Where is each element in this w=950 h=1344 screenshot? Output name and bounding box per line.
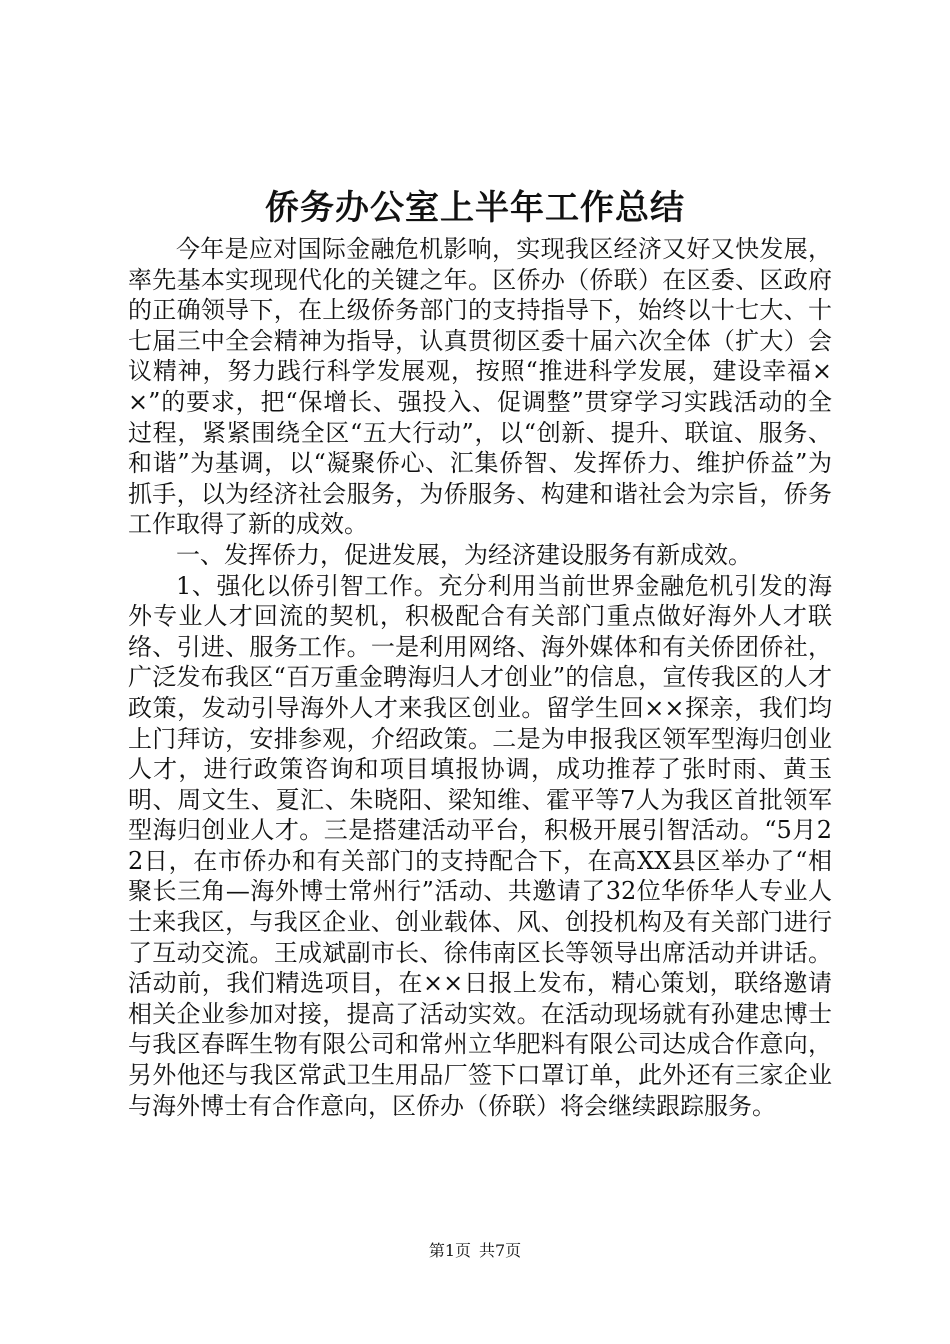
section-heading-paragraph: 一、发挥侨力，促进发展，为经济建设服务有新成效。 — [176, 540, 752, 569]
page-total: 共7页 — [479, 1241, 522, 1260]
intro-paragraph: 今年是应对国际金融危机影响，实现我区经济又好又快发展，率先基本实现现代化的关键之年。区侨办（侨联）在区委、区政府的正确领导下，在上级侨务部门的支持指导下，始终以十七大、十七届三中全会精神为指导，认真贯彻区委十届六次全体（扩大）会议精神，努力践行科学发展观，按照“推进科学发展，建设幸福××”的要求，把“保增长、强投入、促调整”贯穿学习实践活动的全过程，紧紧围绕全区“五大行动”，以“创新、提升、联谊、服务、和谐”为基调，以“凝聚侨心、汇集侨智、发挥侨力、维护侨益”为抓手，以为经济社会服务，为侨服务、构建和谐社会为宗旨，侨务工作取得了新的成效。 — [128, 235, 832, 539]
page-footer — [0, 1240, 950, 1262]
page-number: 第1页 — [428, 1241, 471, 1260]
subsection-paragraph: 1、强化以侨引智工作。充分利用当前世界金融危机引发的海外专业人才回流的契机，积极配合有关部门重点做好海外人才联络、引进、服务工作。一是利用网络、海外媒体和有关侨团侨社，广泛发布我区“百万重金聘海归人才创业”的信息，宣传我区的人才政策，发动引导海外人才来我区创业。留学生回××探亲，我们均上门拜访，安排参观，介绍政策。二是为申报我区领军型海归创业人才，进行政策咨询和项目填报协调，成功推荐了张时雨、黄玉明、周文生、夏汇、朱晓阳、梁知维、霍平等7人为我区首批领军型海归创业人才。三是搭建活动平台，积极开展引智活动。“5月22日，在市侨办和有关部门的支持配合下，在高XX县区举办了“相聚长三角—海外博士常州行”活动、共邀请了32位华侨华人专业人士来我区，与我区企业、创业载体、风、创投机构及有关部门进行了互动交流。王成斌副市长、徐伟南区长等领导出席活动并讲话。活动前，我们精选项目，在××日报上发布，精心策划，联络邀请相关企业参加对接，提高了活动实效。在活动现场就有孙建忠博士与我区春晖生物有限公司和常州立华肥料有限公司达成合作意向，另外他还与我区常武卫生用品厂签下口罩订单，此外还有三家企业与海外博士有合作意向，区侨办（侨联）将会继续跟踪服务。 — [128, 571, 832, 1120]
document-title: 侨务办公室上半年工作总结 — [265, 188, 685, 228]
document-body — [128, 234, 832, 1121]
